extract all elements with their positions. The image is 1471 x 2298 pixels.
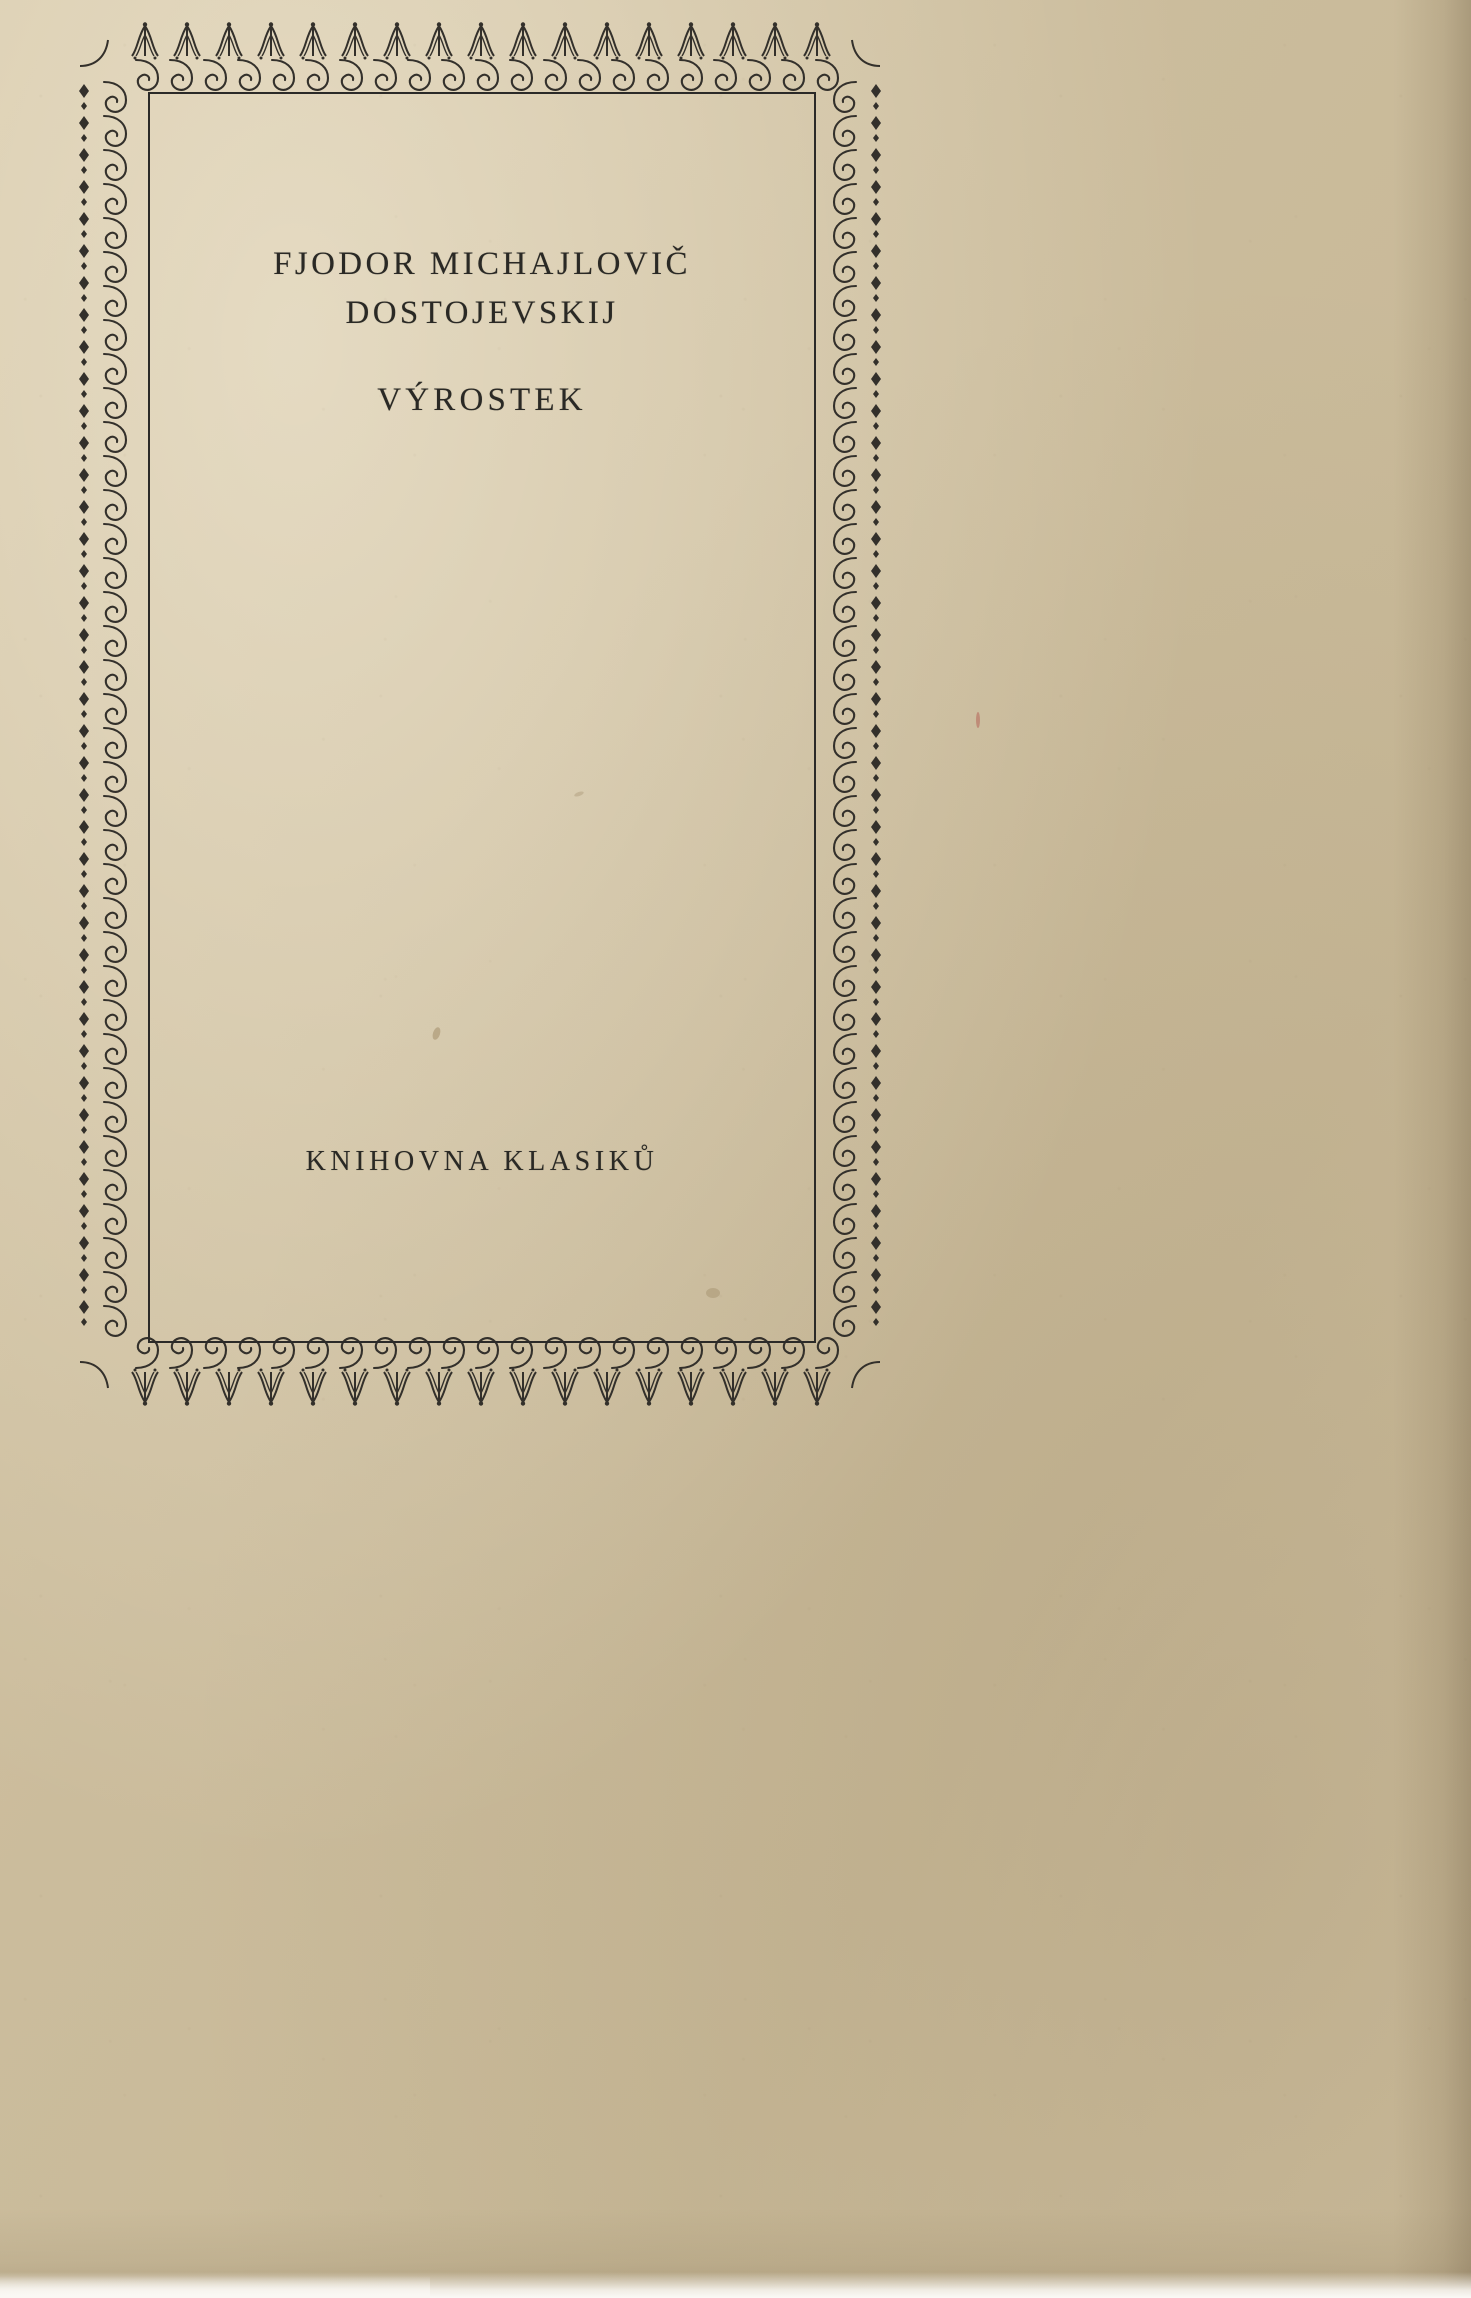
book-title: VÝROSTEK [377,382,587,418]
paper-blemish [706,1288,720,1298]
scan-background [0,2272,1471,2298]
bottom-edge-shadow [0,2208,1471,2298]
series-name: KNIHOVNA KLASIKŮ [305,1146,659,1177]
author-name [148,240,816,338]
right-edge-shadow [1393,0,1471,2298]
paper-blemish [976,712,980,728]
spine-cloth-edge [0,2276,430,2298]
inner-rule-frame [148,92,816,1343]
cover-typography [148,92,816,1343]
author-line-1: FJODOR MICHAJLOVIČ [273,246,691,282]
floral-scroll-border [62,14,898,1414]
paper-blemish [431,1026,442,1041]
paper-blemish [574,790,585,797]
author-line-2: DOSTOJEVSKIJ [345,294,619,331]
